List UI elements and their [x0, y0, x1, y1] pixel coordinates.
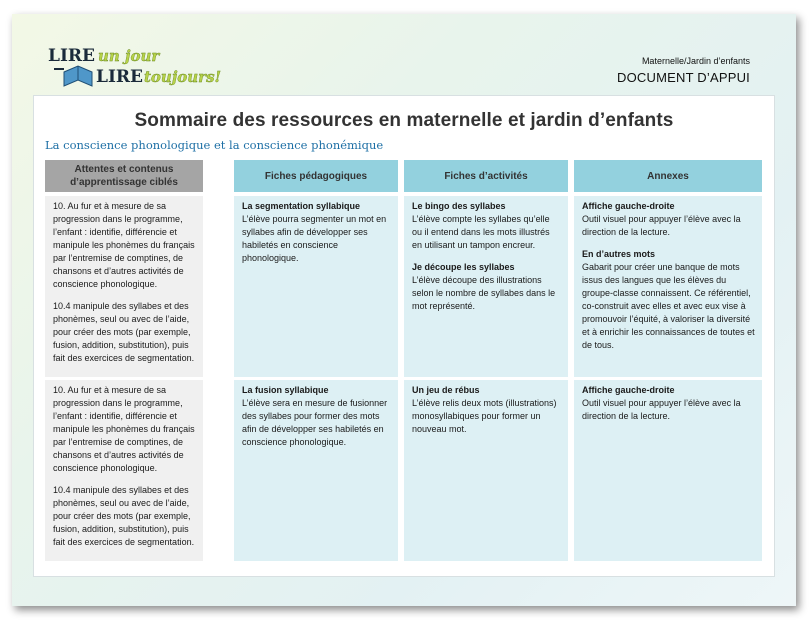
item-text: L’élève pourra segmenter un mot en syllabes afin de développer ses habiletés en conscience phonologique. — [242, 214, 387, 263]
open-book-icon — [54, 66, 92, 86]
table-row-1-annexes — [574, 196, 762, 377]
item-text: Outil visuel pour appuyer l’élève avec la direction de la lecture. — [582, 398, 741, 421]
item-title: En d’autres mots — [582, 249, 656, 259]
column-header-annexes: Annexes — [574, 160, 762, 192]
table-row-1-activites — [404, 196, 568, 377]
list-item — [582, 384, 756, 423]
table-row-2-activites — [404, 380, 568, 561]
lire-un-jour-logo — [48, 44, 238, 94]
item-title: Le bingo des syllabes — [412, 201, 506, 211]
item-title: Je découpe les syllabes — [412, 262, 515, 272]
list-item — [412, 261, 562, 313]
item-text: L’élève découpe des illustrations selon le nombre de syllabes dans le mot représenté. — [412, 275, 556, 311]
page-title: Sommaire des ressources en maternelle et jardin d’enfants — [134, 110, 674, 131]
logo-lire-1: LIRE — [48, 46, 95, 66]
expectation-text: 10.4 manipule des syllabes et des phonèmes, seul ou avec de l’aide, pour créer des mots (par exemple, fusion, addition, substitution), puis fait des exercices de segmentation. — [53, 485, 195, 547]
list-item — [242, 384, 392, 449]
expectation-text: 10.4 manipule des syllabes et des phonèmes, seul ou avec de l’aide, pour créer des mots (par exemple, fusion, addition, substitution), puis fait des exercices de segmentation. — [53, 301, 195, 363]
item-title: La fusion syllabique — [242, 385, 329, 395]
page-subtitle: La conscience phonologique et la conscience phonémique — [45, 138, 384, 152]
expectation-text: 10. Au fur et à mesure de sa progression dans le programme, l’enfant : identifie, différencie et manipule les phonèmes du français par l’entremise de comptines, de chansons et d’autres activités de conscience phonologique. — [53, 385, 195, 473]
table-row-2-fiches — [234, 380, 398, 561]
list-item — [412, 384, 562, 436]
document-type: DOCUMENT D’APPUI — [617, 70, 750, 85]
item-text: L’élève sera en mesure de fusionner des syllabes pour former des mots afin de développer ses habiletés en conscience phonologique. — [242, 398, 388, 447]
item-title: Affiche gauche-droite — [582, 201, 675, 211]
table-row-2-expectations — [45, 380, 203, 561]
item-text: L’élève relis deux mots (illustrations) monosyllabiques pour former un nouveau mot. — [412, 398, 557, 434]
logo-un-jour: un jour — [98, 47, 160, 65]
list-item — [242, 200, 392, 265]
list-item — [582, 248, 756, 352]
table-row-1-expectations — [45, 196, 203, 377]
list-item — [582, 200, 756, 239]
column-header-activites: Fiches d’activités — [404, 160, 568, 192]
column-header-fiches: Fiches pédagogiques — [234, 160, 398, 192]
expectation-text: 10. Au fur et à mesure de sa progression dans le programme, l’enfant : identifie, différencie et manipule les phonèmes du français par l’entremise de comptines, de chansons et d’autres activités de conscience phonologique. — [53, 201, 195, 289]
list-item — [412, 200, 562, 252]
item-text: Outil visuel pour appuyer l’élève avec la direction de la lecture. — [582, 214, 741, 237]
item-title: Un jeu de rébus — [412, 385, 480, 395]
item-title: Affiche gauche-droite — [582, 385, 675, 395]
content-panel — [34, 96, 774, 576]
item-text: Gabarit pour créer une banque de mots issus des langues que les élèves du groupe-classe connaissent. Ce référentiel, co-construit avec elles et avec eux vise à promouvoir l’équité, à valoriser la diversité et à enrichir les connaissances de toutes et de tous. — [582, 262, 755, 350]
item-title: La segmentation syllabique — [242, 201, 361, 211]
column-header-expectations: Attentes et contenus d’apprentissage ciblés — [45, 160, 203, 192]
document-header — [617, 56, 750, 85]
logo-lire-2: LIRE — [96, 67, 143, 87]
grade-level: Maternelle/Jardin d’enfants — [641, 56, 750, 66]
table-row-2-annexes — [574, 380, 762, 561]
table-row-1-fiches — [234, 196, 398, 377]
logo-toujours: toujours! — [144, 68, 222, 86]
item-text: L’élève compte les syllabes qu’elle ou il entend dans les mots illustrés en utilisant un tampon encreur. — [412, 214, 550, 250]
